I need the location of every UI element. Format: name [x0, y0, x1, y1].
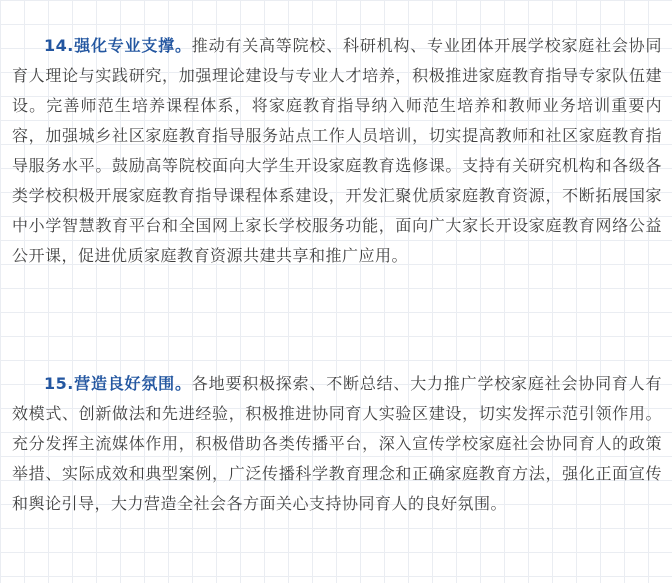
section-body-15: 各地要积极探索、不断总结、大力推广学校家庭社会协同育人有效模式、创新做法和先进经验，积极推进协同育人实验区建设，切实发挥示范引领作用。充分发挥主流媒体作用，积极借助各类传播平台，深入宣传学校家庭社会协同育人的政策举措、实际成效和典型案例，广泛传播科学教育理念和正确家庭教育方法，强化正面宣传和舆论引导，大力营造全社会各方面关心支持协同育人的良好氛围。 — [12, 374, 662, 513]
section-paragraph-14 — [12, 31, 662, 271]
section-heading-15: 15.营造良好氛围。 — [44, 374, 192, 393]
section-heading-14: 14.强化专业支撑。 — [44, 36, 192, 55]
section-body-14: 推动有关高等院校、科研机构、专业团体开展学校家庭社会协同育人理论与实践研究，加强理论建设与专业人才培养，积极推进家庭教育指导专家队伍建设。完善师范生培养课程体系，将家庭教育指导纳入师范生培养和教师业务培训重要内容，加强城乡社区家庭教育指导服务站点工作人员培训，切实提高教师和社区家庭教育指导服务水平。鼓励高等院校面向大学生开设家庭教育选修课。支持有关研究机构和各级各类学校积极开展家庭教育指导课程体系建设，开发汇聚优质家庭教育资源，不断拓展国家中小学智慧教育平台和全国网上家长学校服务功能，面向广大家长开设家庭教育网络公益公开课，促进优质家庭教育资源共建共享和推广应用。 — [12, 36, 662, 265]
section-paragraph-15 — [12, 369, 662, 519]
